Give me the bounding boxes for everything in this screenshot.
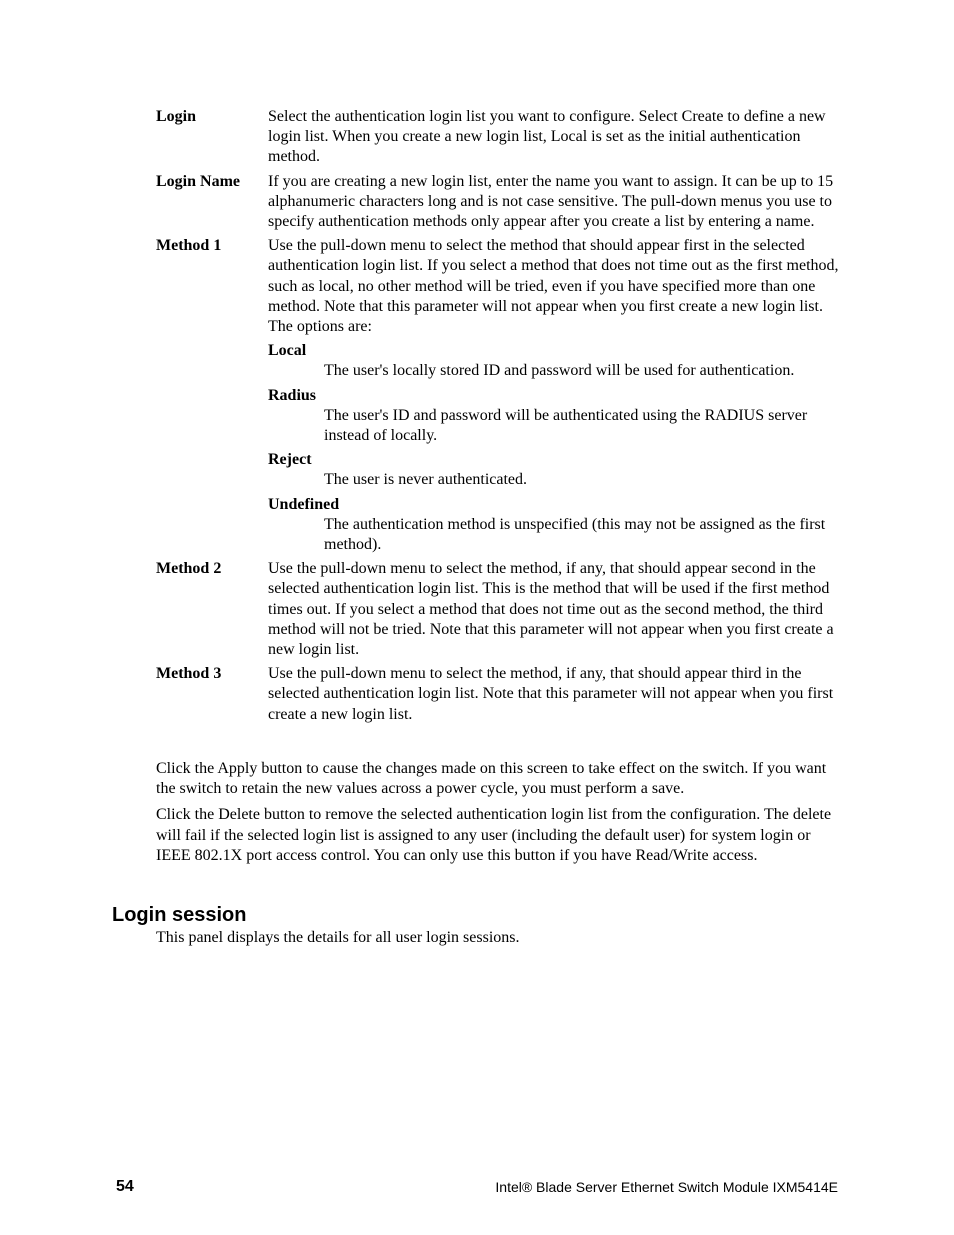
footer-doc-title: Intel® Blade Server Ethernet Switch Module IXM5414E: [495, 1179, 838, 1195]
option-description: The user's ID and password will be authenticated using the RADIUS server instead of locally.: [324, 406, 808, 445]
field-method-3: [156, 664, 846, 725]
field-description: Use the pull-down menu to select the method, if any, that should appear third in the selected authentication login list. Note that this parameter will not appear when you first create a new login list.: [268, 665, 834, 723]
option-reject: [268, 450, 846, 490]
option-undefined: [268, 495, 846, 556]
field-description: Use the pull-down menu to select the method, if any, that should appear second in the selected authentication login list. This is the method that will be used if the first method times out. If you select a method that does not time out as the second method, the third method will not be tried. Note that this parameter will not appear when you first create a new login list.: [268, 560, 834, 659]
page-number: 54: [116, 1178, 134, 1195]
option-description: The authentication method is unspecified (this may not be assigned as the first method).: [324, 515, 826, 554]
field-method-1: [156, 236, 846, 555]
field-description: Select the authentication login list you want to configure. Select Create to define a new login list. When you create a new login list, Local is set as the initial authentication method.: [268, 108, 826, 166]
section-heading: Login session: [112, 904, 247, 926]
field-term: Method 3: [156, 665, 222, 683]
option-name: Local: [268, 342, 307, 360]
option-description: The user's locally stored ID and password will be used for authentication.: [324, 362, 795, 380]
option-local: [268, 341, 846, 381]
field-description: If you are creating a new login list, enter the name you want to assign. It can be up to 15 alphanumeric characters long and is not case sensitive. The pull-down menus you use to specify authentication methods only appear after you create a list by entering a name.: [268, 172, 834, 231]
field-term: Method 1: [156, 237, 222, 255]
delete-paragraph: Click the Delete button to remove the selected authentication login list from the configuration. The delete will fail if the selected login list is assigned to any user (including the default user) for system login or IEEE 802.1X port access control. You can only use this button if you have Read/Write access.: [156, 806, 832, 864]
field-login: [156, 107, 846, 168]
section-body: This panel displays the details for all user login sessions.: [156, 929, 520, 946]
field-method-2: [156, 559, 846, 660]
field-term: Login Name: [156, 172, 240, 190]
field-definition-list: [156, 107, 846, 729]
field-term: Login: [156, 108, 197, 125]
field-login-name: [156, 172, 846, 233]
option-name: Reject: [268, 451, 312, 469]
field-description: Use the pull-down menu to select the method that should appear first in the selected authentication login list. If you select a method that does not time out as the first method, such as local, no other method will be tried, even if you have specified more than one method. Note that this parameter will not appear when you first create a new login list. The options are:: [268, 237, 839, 336]
field-description-block: [268, 236, 846, 555]
instruction-paragraphs: [156, 759, 846, 872]
option-description: The user is never authenticated.: [324, 471, 528, 489]
field-term: Method 2: [156, 560, 222, 578]
apply-paragraph: Click the Apply button to cause the changes made on this screen to take effect on the switch. If you want the switch to retain the new values across a power cycle, you must perform a save.: [156, 760, 827, 798]
option-radius: [268, 386, 846, 447]
option-name: Undefined: [268, 495, 340, 513]
option-name: Radius: [268, 386, 317, 404]
